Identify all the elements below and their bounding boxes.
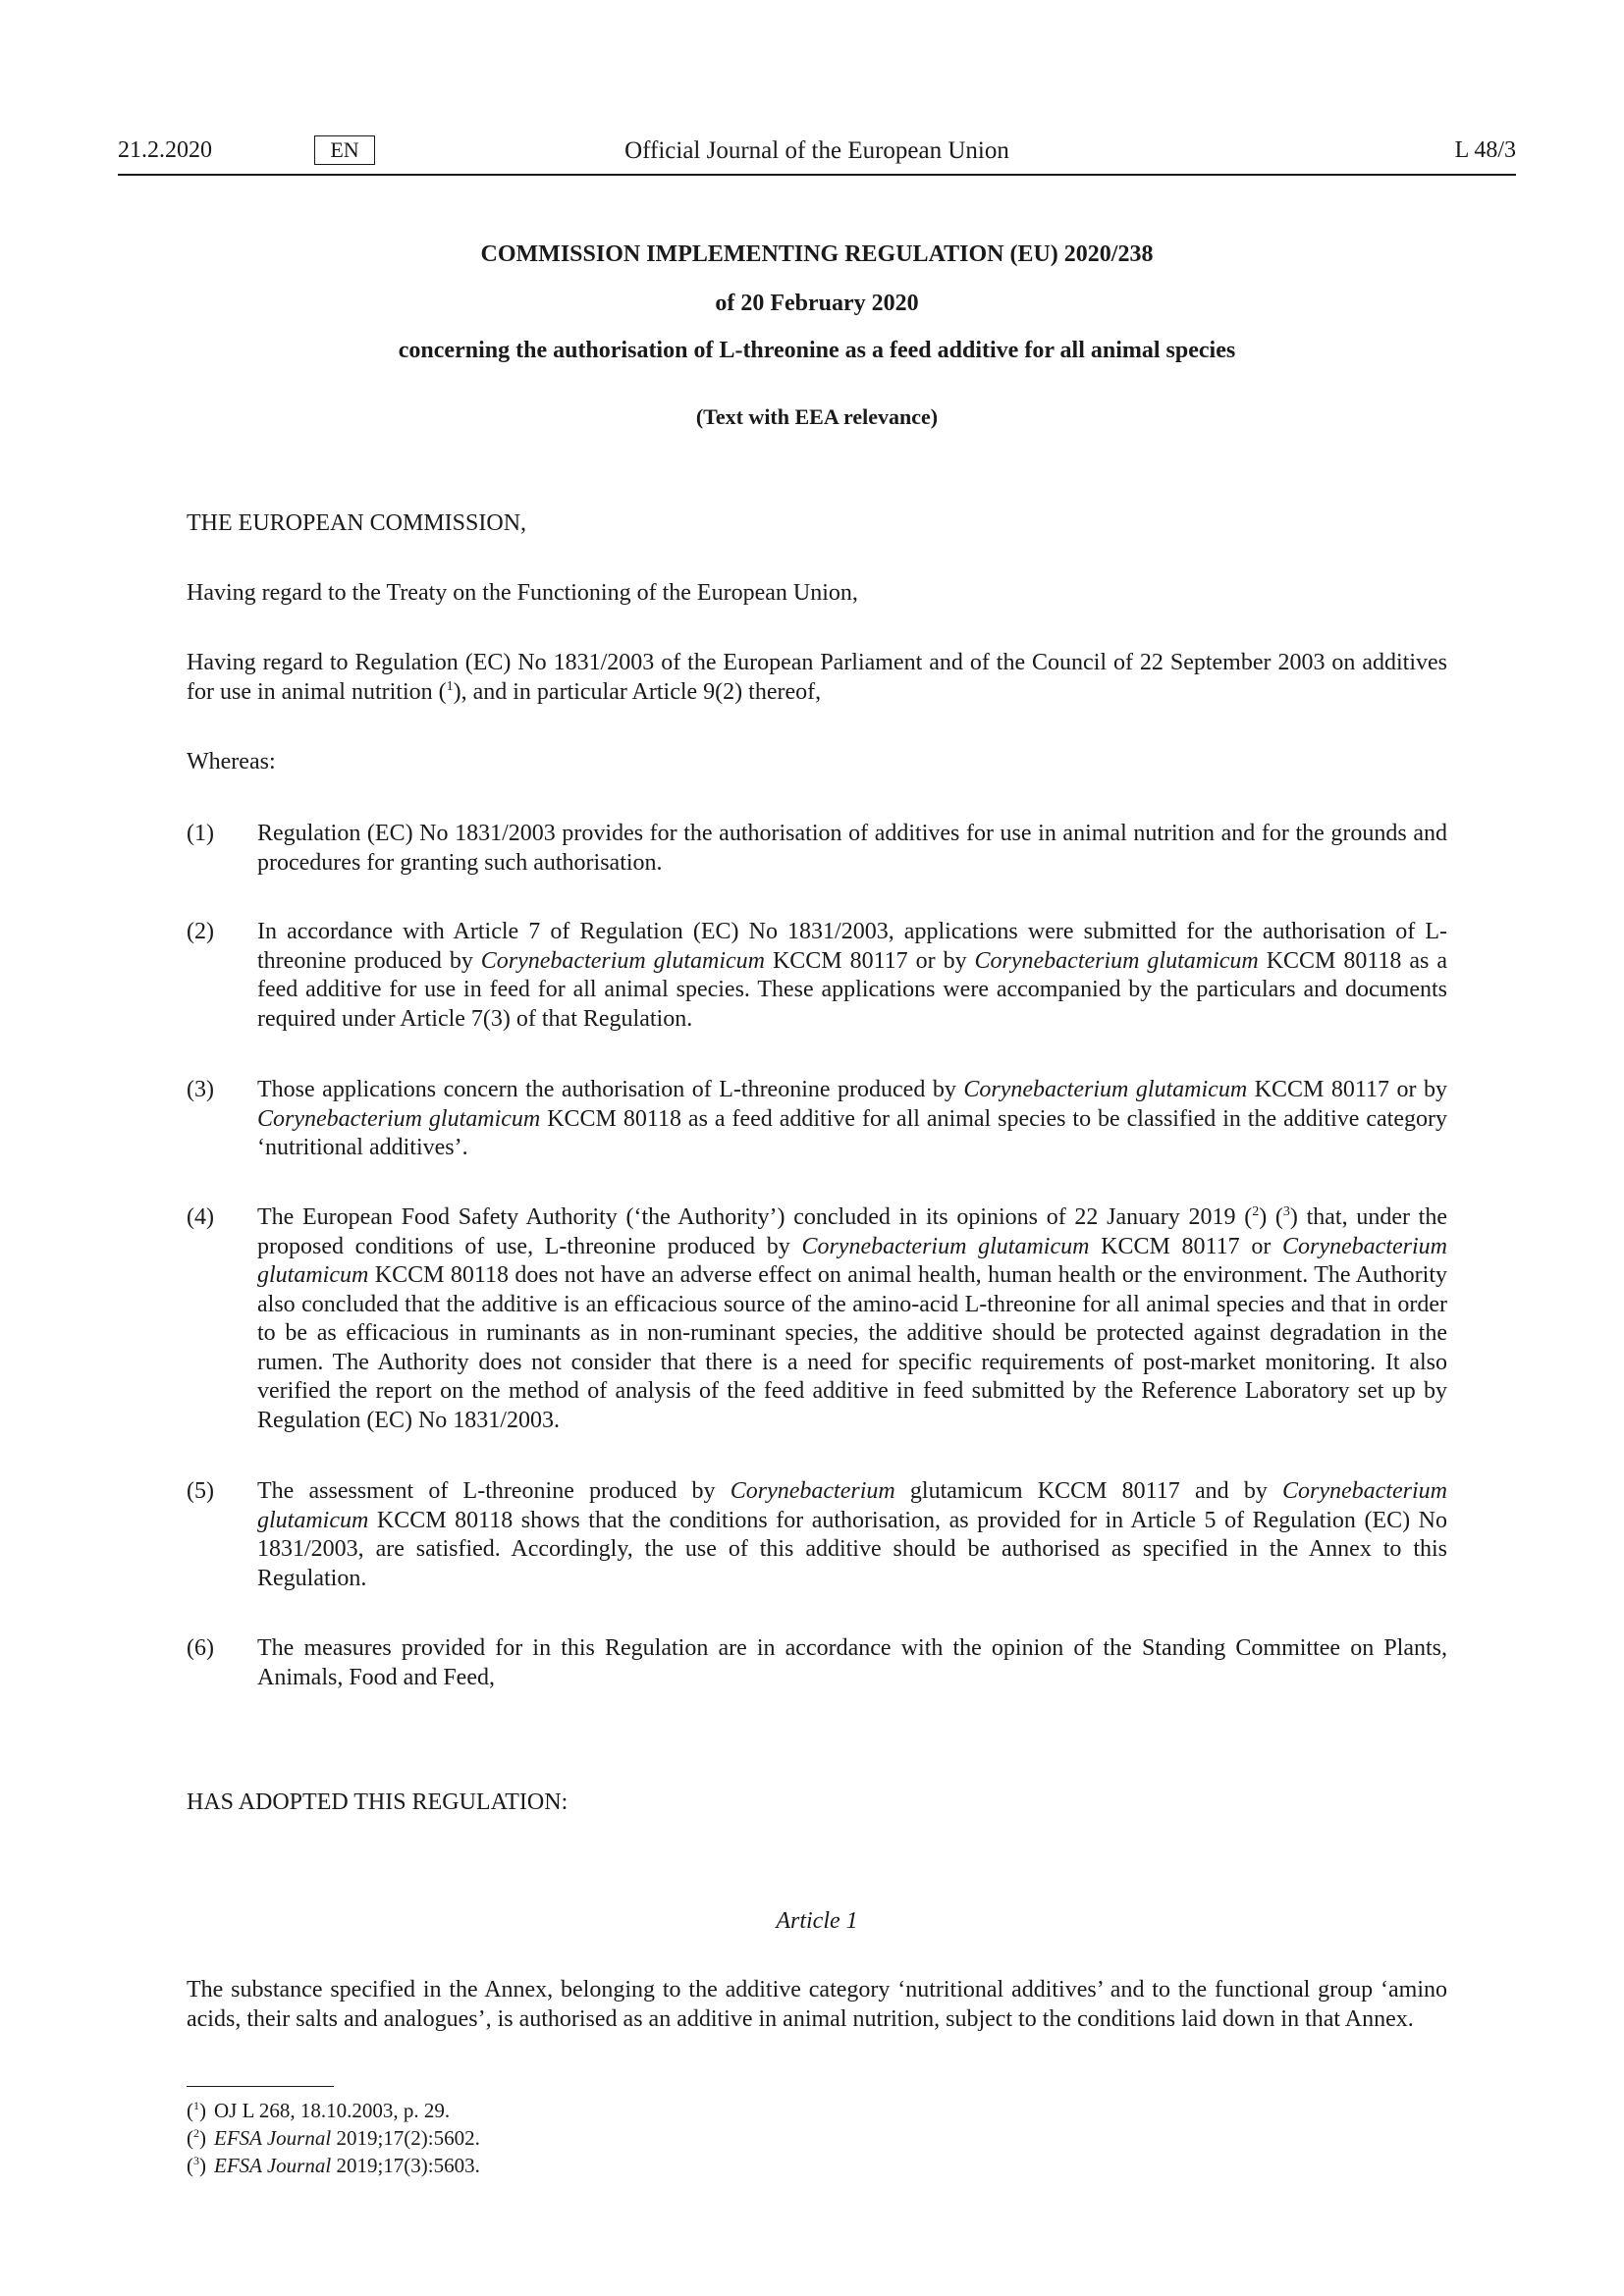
- recital-text: Those applications concern the authorisation of L-threonine produced by Corynebacterium glutamicum KCCM 80117 or by Corynebacterium glutamicum KCCM 80118 as a feed additive for all animal species to be classified in the additive category ‘nutritional additives’.: [257, 1077, 1447, 1160]
- journal-header: [118, 132, 1516, 177]
- header-divider: [118, 174, 1516, 176]
- recital-number: (3): [187, 1077, 214, 1102]
- regulation-date: of 20 February 2020: [715, 291, 919, 316]
- footnote: ($^3$) EFSA Journal 2019;17(3):5603.: [187, 2154, 480, 2177]
- recital-text: The assessment of L-threonine produced by Corynebacterium glutamicum KCCM 80117 and by Corynebacterium glutamicum KCCM 80118 shows that the conditions for authorisation, as provided for in Article 5 of Regulation (EC) No 1831/2003, are satisfied. Accordingly, the use of this additive should be authorised as specified in the Annex to this Regulation.: [257, 1478, 1447, 1591]
- whereas: Whereas:: [187, 749, 276, 774]
- header-date: 21.2.2020: [118, 137, 212, 163]
- article-title: Article 1: [776, 1908, 858, 1934]
- recital-number: (6): [187, 1635, 214, 1661]
- footnote-divider: [187, 2086, 334, 2087]
- recital-number: (5): [187, 1478, 214, 1504]
- recital-number: (4): [187, 1204, 214, 1230]
- regard-regulation: Having regard to Regulation (EC) No 1831/2003 of the European Parliament and of the Council of 22 September 2003 on additives for use in animal nutrition ($^1$), and in particular Article 9(2) thereof,: [187, 650, 1447, 705]
- footnote-ref[interactable]: 2: [1252, 1204, 1260, 1219]
- footnote: ($^1$) OJ L 268, 18.10.2003, p. 29.: [187, 2099, 451, 2122]
- regulation-subject: concerning the authorisation of L-threonine as a feed additive for all animal species: [398, 338, 1236, 363]
- recital-text: The European Food Safety Authority (‘the Authority’) concluded in its opinions of 22 January 2019 ($^2$) ($^3$) that, under the proposed conditions of use, L-threonine produced by Corynebacterium glutamicum KCCM 80117 or Corynebacterium glutamicum KCCM 80118 does not have an adverse effect on animal health, human health or the environment. The Authority also concluded that the additive is an efficacious source of the amino-acid L-threonine for all animal species and that in order to be as efficacious in ruminants as in non-ruminant species, the additive should be protected against degradation in the rumen. The Authority does not consider that there is a need for specific requirements of post-market monitoring. It also verified the report on the method of analysis of the feed additive in feed submitted by the Reference Laboratory set up by Regulation (EC) No 1831/2003.: [257, 1204, 1447, 1433]
- regard-treaty: Having regard to the Treaty on the Functioning of the European Union,: [187, 580, 858, 606]
- regulation-title: COMMISSION IMPLEMENTING REGULATION (EU) 2020/238: [480, 241, 1154, 267]
- article-text: The substance specified in the Annex, belonging to the additive category ‘nutritional additives’ and to the functional group ‘amino acids, their salts and analogues’, is authorised as an additive in animal nutrition, subject to the conditions laid down in that Annex.: [187, 1977, 1447, 2032]
- recital-number: (1): [187, 821, 214, 846]
- recital-text: In accordance with Article 7 of Regulation (EC) No 1831/2003, applications were submitted for the authorisation of L-threonine produced by Corynebacterium glutamicum KCCM 80117 or by Corynebacterium glutamicum KCCM 80118 as a feed additive for use in feed for all animal species. These applications were accompanied by the particulars and documents required under Article 7(3) of that Regulation.: [257, 919, 1447, 1032]
- recital-number: (2): [187, 919, 214, 944]
- eea-relevance: (Text with EEA relevance): [695, 404, 939, 429]
- footnote-ref[interactable]: 1: [446, 678, 454, 694]
- commission-heading: THE EUROPEAN COMMISSION,: [187, 510, 527, 536]
- footnote-ref[interactable]: 3: [1282, 1204, 1290, 1219]
- adopted-statement: HAS ADOPTED THIS REGULATION:: [187, 1789, 568, 1815]
- page-number: L 48/3: [1454, 137, 1516, 163]
- recital-text: Regulation (EC) No 1831/2003 provides for the authorisation of additives for use in animal nutrition and for the grounds and procedures for granting such authorisation.: [257, 821, 1447, 876]
- language-box: EN: [314, 135, 375, 165]
- recital-text: The measures provided for in this Regulation are in accordance with the opinion of the Standing Committee on Plants, Animals, Food and Feed,: [257, 1635, 1447, 1690]
- journal-title: Official Journal of the European Union: [624, 137, 1009, 164]
- footnote: ($^2$) EFSA Journal 2019;17(2):5602.: [187, 2126, 480, 2150]
